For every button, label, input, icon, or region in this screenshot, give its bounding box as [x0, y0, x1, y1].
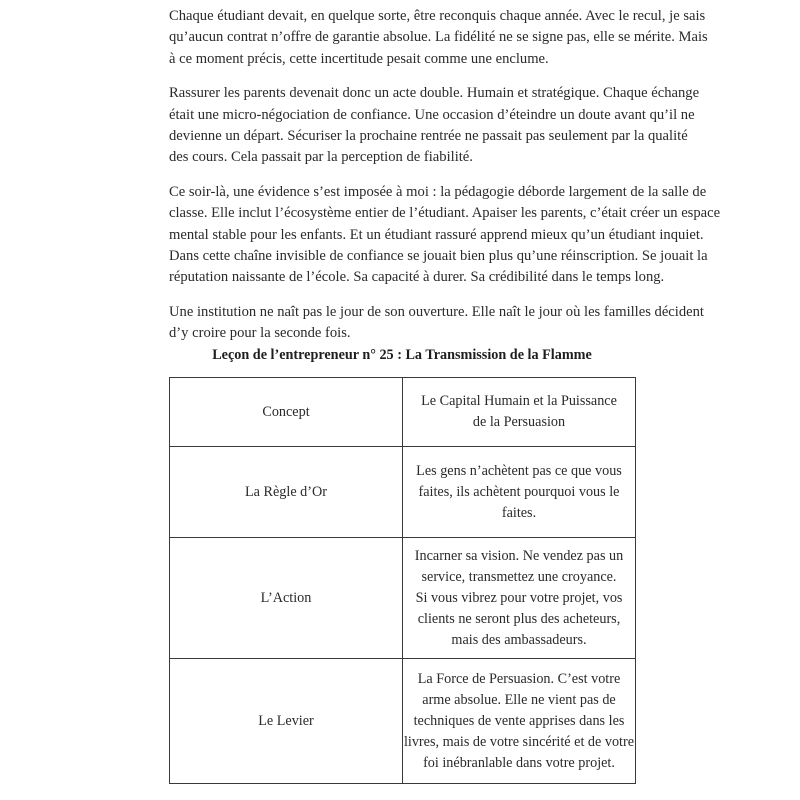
paragraph-2 [169, 83, 700, 169]
table-label-cell [170, 378, 403, 447]
table-value-cell [403, 378, 636, 447]
cell-line: service, transmettez une croyance. [421, 568, 617, 585]
table-row [170, 378, 636, 447]
text-line: Rassurer les parents devenait donc un acte double. Humain et stratégique. Chaque échange [169, 85, 700, 102]
table-label-cell [170, 538, 403, 659]
cell-line: Le Capital Humain et la Puissance [421, 393, 617, 409]
text-line: mental stable pour les enfants. Et un étudiant rassuré apprend mieux qu’un étudiant inquiet. [169, 226, 704, 243]
text-line: était une micro-négociation de confiance. Une occasion d’éteindre un doute avant qu’il ne [169, 106, 695, 123]
table-row [170, 659, 636, 784]
text-line: Une institution ne naît pas le jour de son ouverture. Elle naît le jour où les familles décident [169, 303, 704, 320]
cell-line: Si vous vibrez pour votre projet, vos [415, 589, 623, 606]
text-line: réputation naissante de l’école. Sa capacité à durer. Sa crédibilité dans le temps long. [169, 269, 665, 286]
table-value-cell [403, 447, 636, 538]
text-line: classe. Elle inclut l’écosystème entier de l’étudiant. Apaiser les parents, c’était créer un espace [169, 205, 721, 222]
body-text [169, 6, 721, 358]
paragraph-1 [169, 6, 708, 70]
text-line: qu’aucun contrat n’offre de garantie absolue. La fidélité ne se signe pas, elle se mérite. Mais [169, 29, 708, 46]
text-line: Ce soir-là, une évidence s’est imposée à moi : la pédagogie déborde largement de la salle de [169, 183, 707, 200]
cell-line: clients ne seront plus des acheteurs, [417, 610, 621, 627]
cell-line: Incarner sa vision. Ne vendez pas un [414, 547, 624, 564]
cell-line: livres, mais de votre sincérité et de votre [403, 733, 635, 750]
text-line: à ce moment précis, cette incertitude pesait comme une enclume. [169, 50, 549, 67]
cell-line: arme absolue. Elle ne vient pas de [422, 691, 616, 708]
row-label-regle-dor: La Règle d’Or [245, 483, 327, 500]
row-label-action: L’Action [260, 589, 312, 606]
table-label-cell [170, 447, 403, 538]
cell-line: foi inébranlable dans votre projet. [423, 754, 615, 771]
cell-line: faites, ils achètent pourquoi vous le [418, 483, 620, 500]
text-line: Chaque étudiant devait, en quelque sorte, être reconquis chaque année. Avec le recul, je sais [169, 8, 706, 24]
paragraph-4 [169, 302, 704, 345]
cell-line: de la Persuasion [472, 414, 566, 430]
table-row [170, 538, 636, 659]
cell-line: La Force de Persuasion. C’est votre [417, 670, 621, 687]
text-line: des cours. Cela passait par la perception de fiabilité. [169, 149, 473, 166]
lesson-table [169, 377, 636, 784]
cell-line: mais des ambassadeurs. [451, 631, 587, 648]
table-value-cell [403, 538, 636, 659]
row-label-levier: Le Levier [258, 712, 314, 729]
cell-line: faites. [501, 504, 537, 521]
text-line: d’y croire pour la seconde fois. [169, 325, 351, 342]
text-line: Dans cette chaîne invisible de confiance se jouait bien plus qu’une réinscription. Se jouait la [169, 248, 708, 265]
row-label-concept: Concept [262, 403, 310, 420]
table-row [170, 447, 636, 538]
cell-line: Les gens n’achètent pas ce que vous [416, 462, 622, 479]
table-label-cell [170, 659, 403, 784]
paragraph-3 [169, 182, 721, 289]
text-line: devienne un départ. Sécuriser la prochaine rentrée ne passait pas seulement par la qualité [169, 128, 688, 145]
table-value-cell [403, 659, 636, 784]
lesson-title: Leçon de l’entrepreneur n° 25 : La Transmission de la Flamme [212, 347, 592, 363]
cell-line: techniques de vente apprises dans les [413, 712, 625, 729]
